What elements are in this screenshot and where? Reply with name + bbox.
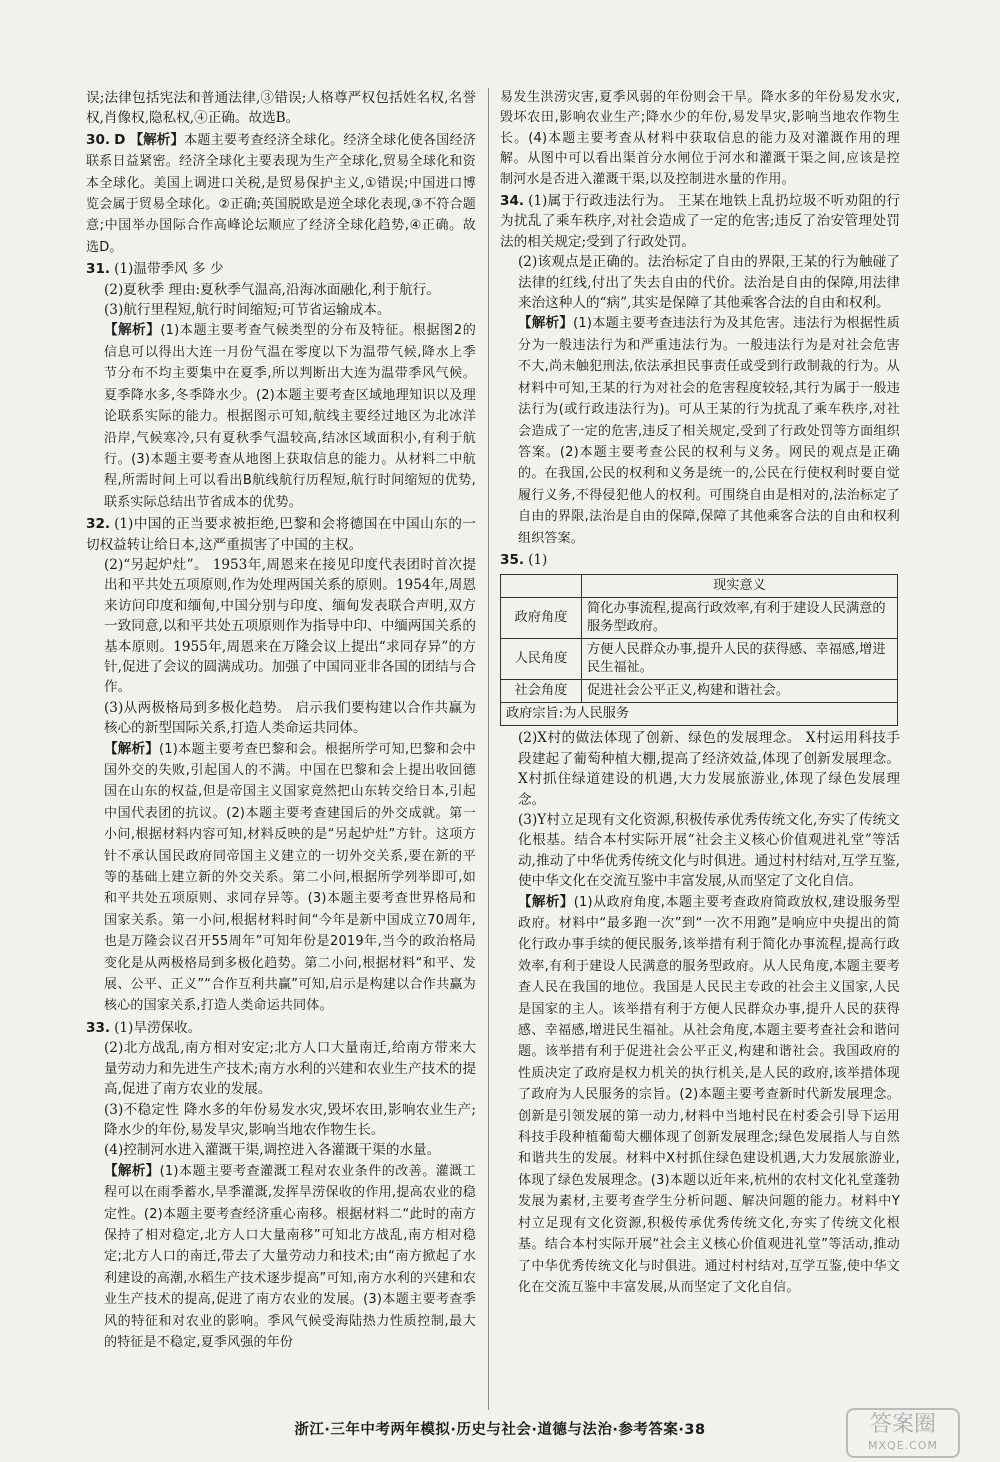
table-row-label: 人民角度 (501, 639, 582, 680)
table-footer-row (501, 703, 898, 726)
answer-part: (2)该观点是正确的。法治标定了自由的界限,王某的行为触碰了法律的红线,付出了失去自由的代价。法治是自由的保障,用法律来治这种人的“病”,其实是保障了其他乘客合法的自由和权利。 (518, 254, 900, 312)
analysis-block (86, 320, 476, 513)
table-row-label: 政府角度 (501, 598, 582, 639)
question-number: 30. (86, 131, 111, 148)
analysis-tag: 【解析】 (129, 131, 185, 148)
analysis-block (500, 313, 900, 548)
analysis-text: (1)本题主要考查灌溉工程对农业条件的改善。灌溉工程可以在雨季蓄水,旱季灌溉,发挥旱涝保收的作用,提高农业的稳定性。(2)本题主要考查经济重心南移。根据材料二“此时的南方保持了相对稳定,北方人口大量南移”可知北方战乱,南方相对稳定;北方人口的南迁,带去了大量劳动力和技术;由“南方掀起了水利建设的高潮,水稻生产技术逐步提高”可知,南方水利的兴建和农业生产技术的提高,促进了南方农业的发展。(3)本题主要考查季风的特征和对农业的影响。季风气候受海陆热力性质控制,最大的特征是不稳定,夏季风强的年份 (104, 1163, 476, 1350)
table-row-label: 社会角度 (501, 680, 582, 703)
watermark-main: 答案圈 (869, 1412, 936, 1437)
analysis-tag: 【解析】 (104, 322, 161, 339)
watermark-sub: MXQE.COM (868, 1439, 938, 1452)
answer-part: (3)Y村立足现有文化资源,积极传承优秀传统文化,夯实了传统文化根基。结合本村实际开展“社会主义核心价值观进礼堂”等活动,推动了中华优秀传统文化与时俱进。通过村村结对,互学互鉴,使中华文化在交流互鉴中丰富发展,从而坚定了文化自信。 (518, 811, 900, 890)
analysis-block (86, 739, 476, 1017)
question-34 (500, 191, 900, 252)
question-31 (86, 259, 476, 279)
table-row (501, 639, 898, 680)
answer-part: (3)航行里程短,航行时间缩短;可节省运输成本。 (104, 302, 391, 319)
analysis-tag: 【解析】 (518, 315, 574, 332)
table-cell: 方便人民群众办事,提升人民的获得感、幸福感,增进民生福祉。 (582, 639, 898, 680)
question-number: 32. (86, 516, 111, 533)
question-32 (86, 514, 476, 555)
answer-choice: D (114, 131, 126, 148)
left-column (86, 88, 476, 1353)
question-number: 33. (86, 1019, 111, 1036)
table-row (501, 598, 898, 639)
analysis-block (500, 892, 900, 1299)
table-corner-cell (501, 575, 582, 598)
question-30 (86, 130, 476, 258)
answer-part: (2)“另起炉灶”。 1953年,周恩来在接见印度代表团时首次提出和平共处五项原则,作为处理两国关系的原则。1954年,周恩来访问印度和缅甸,中国分别与印度、缅甸发表联合声明,双方一致同意,以和平共处五项原则作为指导中印、中缅两国关系的基本原则。1955年,周恩来在万隆会议上提出“求同存异”的方针,促进了会议的圆满成功。加强了中国同亚非各国的团结与合作。 (104, 556, 476, 696)
answer-part: (1)属于行政违法行为。 王某在地铁上乱扔垃圾不听劝阻的行为扰乱了乘车秩序,对社会造成了一定的危害;违反了治安管理处罚法的相关规定;受到了行政处罚。 (500, 193, 900, 250)
answer-part: (1)中国的正当要求被拒绝,巴黎和会将德国在中国山东的一切权益转让给日本,这严重损害了中国的主权。 (86, 516, 476, 553)
table-header-row (501, 575, 898, 598)
analysis-tag: 【解析】 (104, 1162, 160, 1179)
analysis-text: 本题主要考查经济全球化。经济全球化使各国经济联系日益紧密。经济全球化主要表现为生产全球化,贸易全球化和资本全球化。美国上调进口关税,是贸易保护主义,①错误;中国进口博览会属于贸易全球化。②正确;英国脱欧是逆全球化表现,③不符合题意;中国举办国际合作高峰论坛顺应了经济全球化趋势,④正确。故选D。 (86, 132, 477, 255)
analysis-block (86, 1161, 476, 1354)
question-number: 31. (86, 261, 111, 278)
answer-part: (1)温带季风 多 少 (114, 261, 224, 278)
analysis-text: (1)从政府角度,本题主要考查政府简政放权,建设服务型政府。材料中“最多跑一次”到“一次不用跑”是响应中央提出的简化行政办事手续的便民服务,该举措有利于简化办事流程,提高行政效率,有利于建设人民满意的服务型政府。从人民角度,本题主要考查人民在我国的地位。我国是人民民主专政的社会主义国家,人民是国家的主人。该举措有利于方便人民群众办事,提升人民的获得感、幸福感,增进民生福祉。从社会角度,本题主要考查社会和谐问题。该举措有利于促进社会公平正义,构建和谐社会。我国政府的性质决定了政府是权力机关的执行机关,是人民的政府,该举措体现了政府为人民服务的宗旨。(2)本题主要考查新时代新发展理念。创新是引领发展的第一动力,材料中当地村民在村委会引导下运用科技手段种植葡萄大棚体现了创新发展理念;绿色发展指人与自然和谐共生的发展。材料中X村抓住绿色建设机遇,大力发展旅游业,体现了绿色发展理念。(3)本题以近年来,杭州的农村文化礼堂蓬勃发展为素材,主要考查学生分析问题、解决问题的能力。材料中Y村立足现有文化资源,积极传承优秀传统文化,夯实了传统文化根基。结合本村实际开展“社会主义核心价值观进礼堂”等活动,推动了中华优秀传统文化与时俱进。通过村村结对,互学互鉴,使中华文化在交流互鉴中丰富发展,从而坚定了文化自信。 (518, 894, 900, 1295)
table-header: 现实意义 (582, 575, 898, 598)
table-footer: 政府宗旨:为人民服务 (501, 703, 898, 726)
column-divider (488, 88, 489, 1410)
analysis-text: (1)本题主要考查气候类型的分布及特征。根据图2的信息可以得出大连一月份气温在零度以下为温带气候,降水上季节分布不均主要集中在夏季,所以判断出大连为温带季风气候。夏季降水多,冬季降水少。(2)本题主要考查区域地理知识以及理论联系实际的能力。根据图示可知,航线主要经过地区为北冰洋沿岸,气候寒冷,只有夏秋季气温较高,结冰区域面积小,有利于航行。(3)本题主要考查从地图上获取信息的能力。从材料二中航程,所需时间上可以看出B航线航行历程短,航行时间缩短的优势,联系实际总结出节省成本的优势。 (104, 323, 477, 510)
significance-table (500, 574, 898, 726)
watermark-logo (846, 1408, 960, 1458)
question-number: 34. (500, 193, 525, 210)
question-33 (86, 1018, 476, 1038)
answer-part: (3)不稳定性 降水多的年份易发水灾,毁坏农田,影响农业生产;降水少的年份,易发旱灾,影响当地农作物生长。 (104, 1101, 477, 1138)
answer-part: (1)旱涝保收。 (114, 1019, 202, 1036)
answer-part: (4)控制河水进入灌溉干渠,调控进入各灌溉干渠的水量。 (104, 1142, 441, 1159)
answer-part: (2)X村的做法体现了创新、绿色的发展理念。 X村运用科技手段建起了葡萄种植大棚,提高了经济效益,体现了创新发展理念。X村抓住绿道建设的机遇,大力发展旅游业,体现了绿色发展理念。 (518, 730, 900, 808)
answer-part: (3)从两极格局到多极化趋势。 启示我们要构建以合作共赢为核心的新型国际关系,打造人类命运共同体。 (104, 699, 476, 737)
answer-part: (1) (528, 551, 548, 568)
analysis-continuation: 易发生洪涝灾害,夏季风弱的年份则会干旱。降水多的年份易发水灾,毁坏农田,影响农业生产;降水少的年份,易发旱灾,影响当地农作物生长。(4)本题主要考查从材料中获取信息的能力及对灌溉作用的理解。从图中可以看出渠首分水闸位于河水和灌溉干渠之间,应该是控制河水是否进入灌溉干渠,以及控制进水量的作用。 (500, 90, 900, 187)
table-cell: 简化办事流程,提高行政效率,有利于建设人民满意的服务型政府。 (582, 598, 898, 639)
analysis-text: (1)本题主要考查违法行为及其危害。违法行为根据性质分为一般违法行为和严重违法行为。一般违法行为是对社会危害不大,尚未触犯刑法,依法承担民事责任或受到行政制裁的行为。从材料中可知,王某的行为对社会的危害程度较轻,其行为属于一般违法行为(或行政违法行为)。可从王某的行为扰乱了乘车秩序,对社会造成了一定的危害,违反了相关规定,受到了行政处罚等方面组织答案。(2)本题主要考查公民的权利与义务。网民的观点是正确的。在我国,公民的权利和义务是统一的,公民在行使权利时要自觉履行义务,不得侵犯他人的权利。可围绕自由是相对的,法治标定了自由的界限,法治是自由的保障,保障了其他乘客合法的自由和权利组织答案。 (518, 316, 900, 546)
answer-part: (2)北方战乱,南方相对安定;北方人口大量南迁,给南方带来大量劳动力和先进生产技术;南方水利的兴建和农业生产技术的提高,促进了南方农业的发展。 (104, 1040, 476, 1098)
table-row (501, 680, 898, 703)
intro-text: 误;法律包括宪法和普通法律,③错误;人格尊严权包括姓名权,名誉权,肖像权,隐私权,④正确。故选B。 (86, 90, 476, 127)
answer-part: (2)夏秋季 理由:夏秋季气温高,沿海冰面融化,利于航行。 (104, 281, 440, 298)
analysis-tag: 【解析】 (518, 893, 574, 910)
right-column (500, 88, 900, 1298)
table-cell: 促进社会公平正义,构建和谐社会。 (582, 680, 898, 703)
page-footer: 浙江·三年中考两年模拟·历史与社会·道德与法治·参考答案·38 (294, 1422, 706, 1438)
analysis-text: (1)本题主要考查巴黎和会。根据所学可知,巴黎和会中国外交的失败,引起国人的不满。中国在巴黎和会上提出收回德国在山东的权益,但是帝国主义国家竟然把山东转交给日本,引起中国代表团的抗议。(2)本题主要考查建国后的外交成就。第一小问,根据材料内容可知,材料反映的是“另起炉灶”方针。这项方针不承认国民政府同帝国主义建立的一切外交关系,要在新的平等的基础上建立新的外交关系。第二小问,根据所学列举即可,如和平共处五项原则、求同存异等。(3)本题主要考查世界格局和国家关系。第一小问,根据材料时间“今年是新中国成立70周年,也是万隆会议召开55周年”可知年份是2019年,当今的政治格局变化是从两极格局到多极化趋势。第二小问,根据材料“和平、发展、公平、正义”“合作互利共赢”可知,启示是构建以合作共赢为核心的国家关系,打造人类命运共同体。 (104, 741, 477, 1014)
question-35 (500, 550, 900, 570)
question-number: 35. (500, 551, 525, 568)
analysis-tag: 【解析】 (104, 740, 159, 757)
